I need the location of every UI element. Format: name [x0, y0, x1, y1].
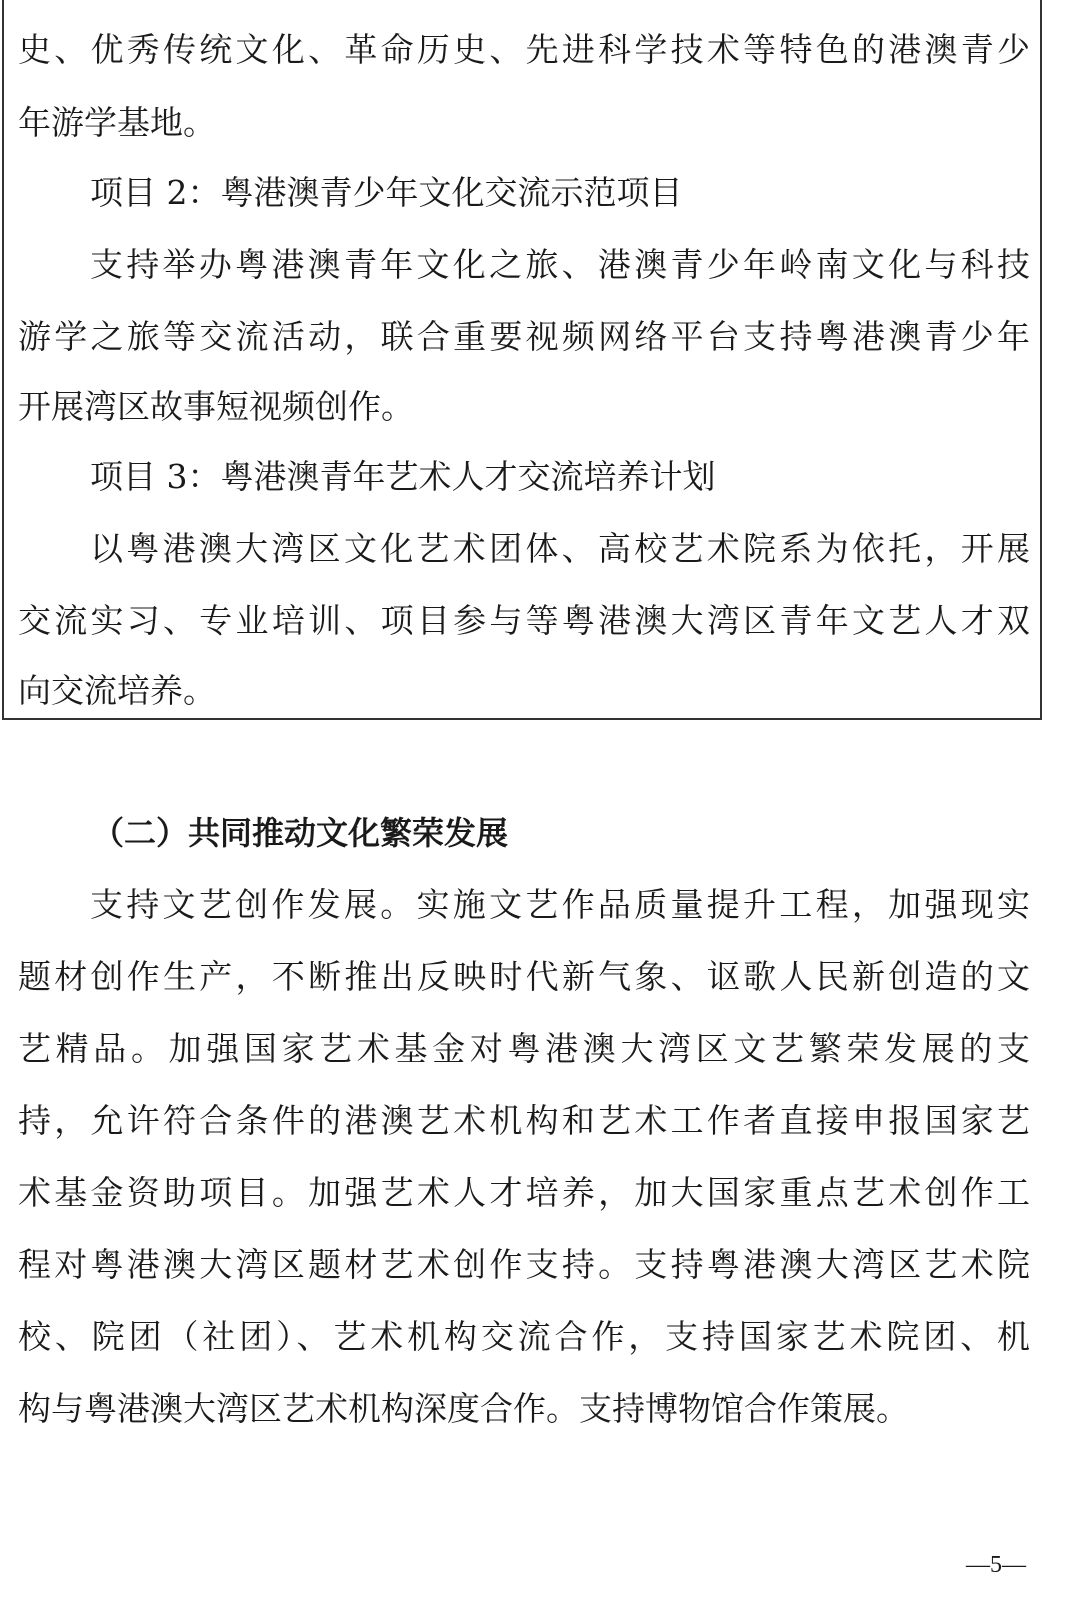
section-line-8: 构与粤港澳大湾区艺术机构深度合作。支持博物馆合作策展。	[18, 1389, 909, 1428]
project-2-title: 项目 2：粤港澳青少年文化交流示范项目	[90, 173, 683, 212]
box-line-2: 年游学基地。	[18, 103, 216, 142]
section-line-7: 校、院团（社团）、艺术机构交流合作，支持国家艺术院团、机	[18, 1317, 1030, 1356]
section-line-6: 程对粤港澳大湾区题材艺术创作支持。支持粤港澳大湾区艺术院	[18, 1245, 1030, 1284]
section-line-5: 术基金资助项目。加强艺术人才培养，加大国家重点艺术创作工	[18, 1173, 1030, 1212]
box-line-10: 向交流培养。	[18, 671, 216, 710]
project-3-title: 项目 3：粤港澳青年艺术人才交流培养计划	[90, 457, 716, 496]
section-line-1: 支持文艺创作发展。实施文艺作品质量提升工程，加强现实	[90, 885, 1030, 924]
box-line-9: 交流实习、专业培训、项目参与等粤港澳大湾区青年文艺人才双	[18, 601, 1030, 640]
page-number: —5—	[966, 1552, 1026, 1578]
box-line-5: 游学之旅等交流活动，联合重要视频网络平台支持粤港澳青少年	[18, 317, 1030, 356]
section-line-2: 题材创作生产，不断推出反映时代新气象、讴歌人民新创造的文	[18, 957, 1030, 996]
section-line-4: 持，允许符合条件的港澳艺术机构和艺术工作者直接申报国家艺	[18, 1101, 1030, 1140]
box-line-8: 以粤港澳大湾区文化艺术团体、高校艺术院系为依托，开展	[90, 529, 1030, 568]
section-heading: （二）共同推动文化繁荣发展	[92, 814, 509, 852]
section-line-3: 艺精品。加强国家艺术基金对粤港澳大湾区文艺繁荣发展的支	[18, 1029, 1030, 1068]
box-line-6: 开展湾区故事短视频创作。	[18, 387, 414, 426]
box-line-4: 支持举办粤港澳青年文化之旅、港澳青少年岭南文化与科技	[90, 245, 1030, 284]
box-line-1: 史、优秀传统文化、革命历史、先进科学技术等特色的港澳青少	[18, 30, 1030, 69]
